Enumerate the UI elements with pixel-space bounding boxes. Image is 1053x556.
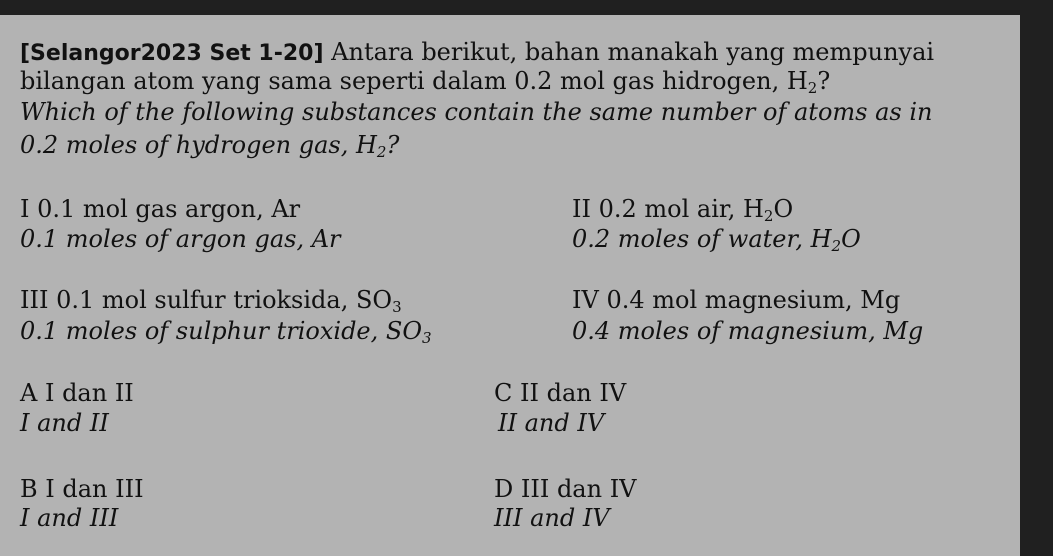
item-iv-en: 0.4 moles of magnesium, Mg bbox=[572, 317, 924, 345]
question-source-tag: [Selangor2023 Set 1-20] bbox=[20, 41, 324, 66]
option-c-en: II and IV bbox=[498, 409, 605, 437]
option-a-en: I and II bbox=[20, 409, 109, 437]
option-d-en: III and IV bbox=[494, 504, 610, 532]
item-i-ms: I 0.1 mol gas argon, Ar bbox=[20, 195, 301, 223]
option-d-ms: D III dan IV bbox=[494, 475, 637, 503]
item-iii-en: 0.1 moles of sulphur trioxide, $SO_3$ bbox=[20, 317, 432, 347]
question-stem-en-line2: 0.2 moles of hydrogen gas, $H_2$? bbox=[20, 131, 400, 161]
question-stem-ms-line1: [Selangor2023 Set 1-20] Antara berikut, bahan manakah yang mempunyai bbox=[20, 38, 935, 66]
question-card bbox=[0, 15, 1020, 556]
option-b-en: I and III bbox=[20, 504, 119, 532]
item-iii-ms: III 0.1 mol sulfur trioksida, $SO_3$ bbox=[20, 286, 402, 316]
item-iv-ms: IV 0.4 mol magnesium, Mg bbox=[572, 286, 901, 314]
question-stem-en-line1: Which of the following substances contain the same number of atoms as in bbox=[20, 98, 933, 126]
option-a-ms: A I dan II bbox=[20, 379, 134, 407]
question-stem-ms-line2: bilangan atom yang sama seperti dalam 0.2 mol gas hidrogen, $H_2$? bbox=[20, 67, 831, 97]
item-ii-ms: II 0.2 mol air, $H_2O$ bbox=[572, 195, 794, 225]
option-b-ms: B I dan III bbox=[20, 475, 144, 503]
option-c-ms: C II dan IV bbox=[494, 379, 627, 407]
item-ii-en: 0.2 moles of water, $H_2O$ bbox=[572, 225, 861, 255]
item-i-en: 0.1 moles of argon gas, Ar bbox=[20, 225, 341, 253]
